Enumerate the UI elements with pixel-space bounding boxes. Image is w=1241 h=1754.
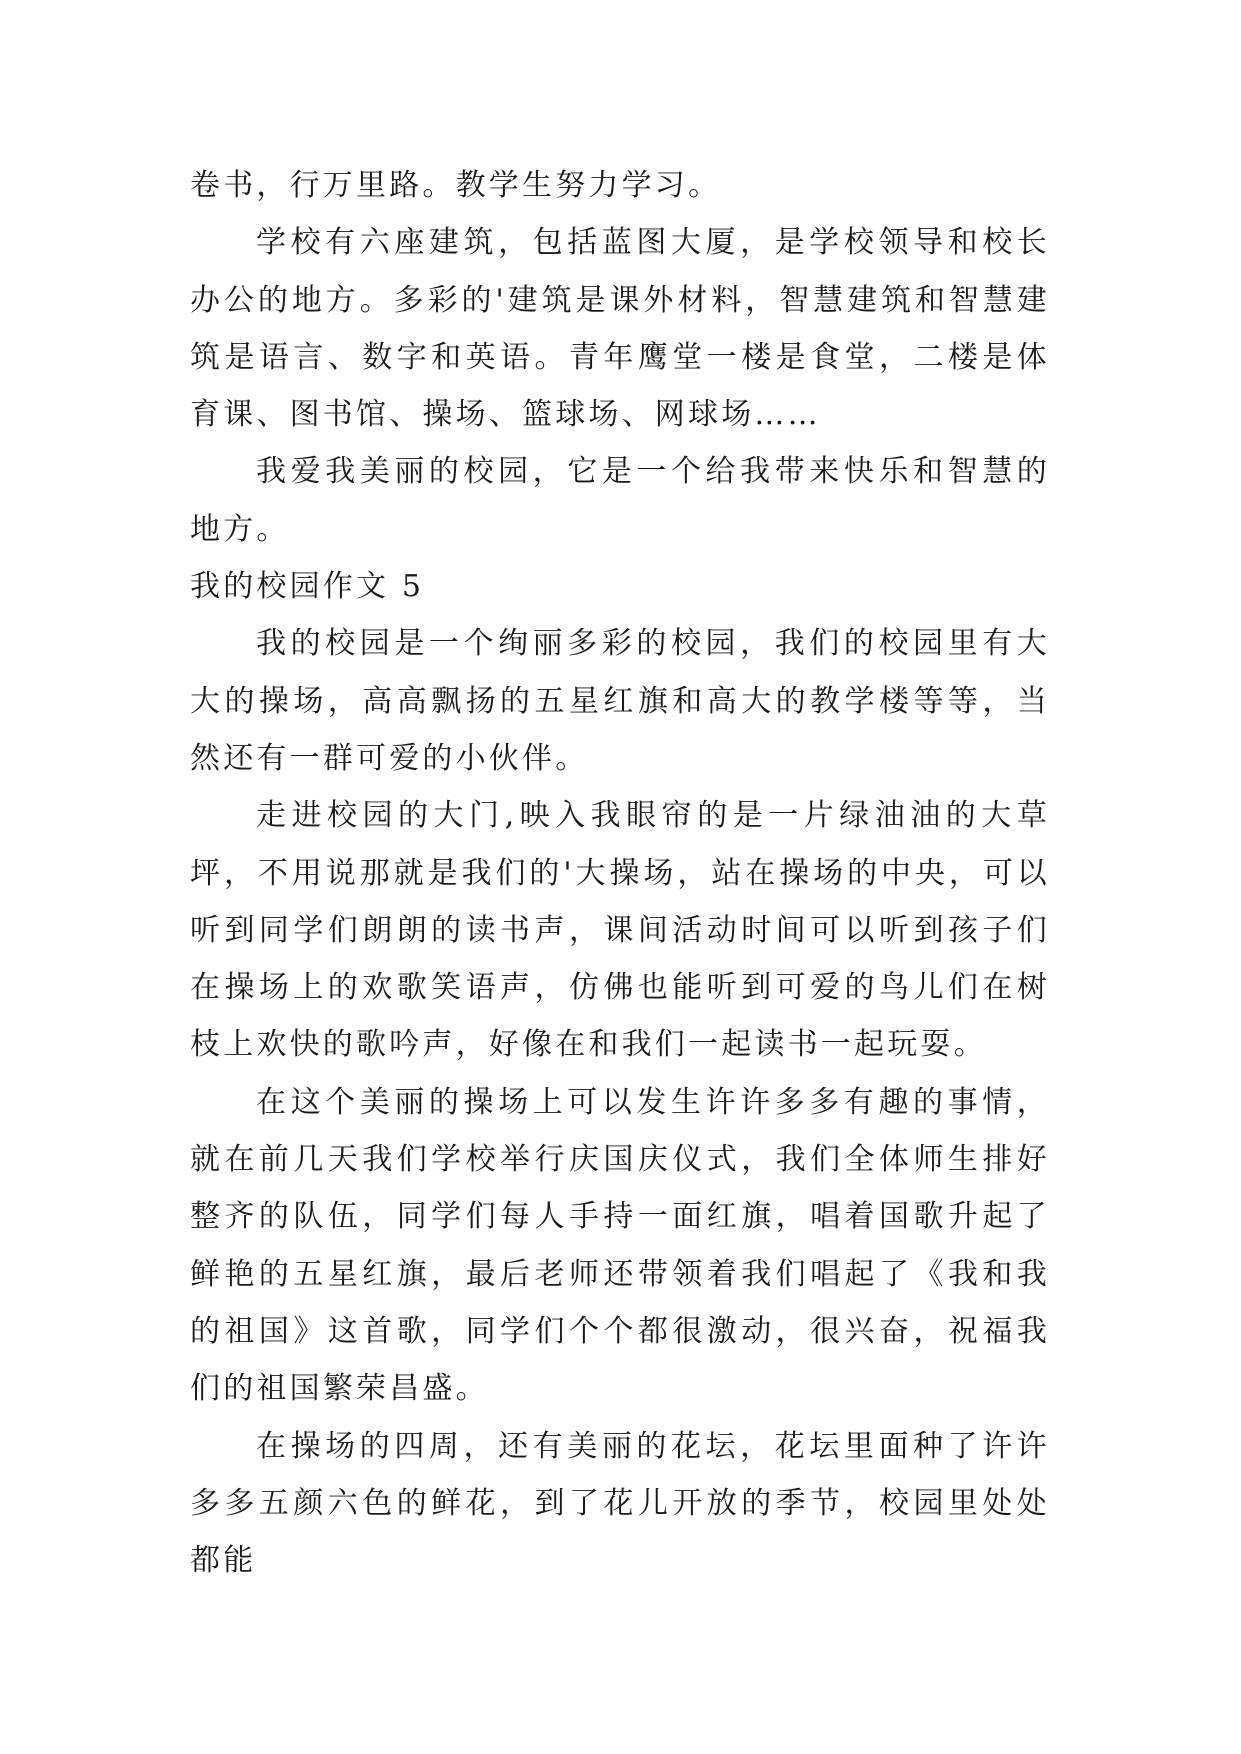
document-body [190, 157, 1050, 1589]
paragraph-ceremony: 在这个美丽的操场上可以发生许许多多有趣的事情，就在前几天我们学校举行庆国庆仪式，我们全体师生排好整齐的队伍，同学们每人手持一面红旗，唱着国歌升起了鲜艳的五星红旗，最后老师还带领着我们唱起了《我和我的祖国》这首歌，同学们个个都很激动，很兴奋，祝福我们的祖国繁荣昌盛。 [190, 1084, 1050, 1407]
paragraph-flowerbeds: 在操场的四周，还有美丽的花坛，花坛里面种了许许多多五颜六色的鲜花，到了花儿开放的季节，校园里处处都能 [190, 1428, 1050, 1579]
paragraph-love-campus: 我爱我美丽的校园，它是一个给我带来快乐和智慧的地方。 [190, 454, 1050, 547]
paragraph-intro: 我的校园是一个绚丽多彩的校园，我们的校园里有大大的操场，高高飘扬的五星红旗和高大的教学楼等等，当然还有一群可爱的小伙伴。 [190, 626, 1050, 776]
paragraph-buildings: 学校有六座建筑，包括蓝图大厦，是学校领导和校长办公的地方。多彩的'建筑是课外材料，智慧建筑和智慧建筑是语言、数字和英语。青年鹰堂一楼是食堂，二楼是体育课、图书馆、操场、篮球场、网球场…… [190, 225, 1050, 433]
paragraph-continuation: 卷书，行万里路。教学生努力学习。 [190, 168, 722, 203]
paragraph-playground: 走进校园的大门,映入我眼帘的是一片绿油油的大草坪，不用说那就是我们的'大操场，站在操场的中央，可以听到同学们朗朗的读书声，课间活动时间可以听到孩子们在操场上的欢歌笑语声，仿佛也能听到可爱的鸟儿们在树枝上欢快的歌吟声，好像在和我们一起读书一起玩耍。 [190, 798, 1050, 1063]
essay-heading: 我的校园作文 5 [190, 569, 425, 605]
